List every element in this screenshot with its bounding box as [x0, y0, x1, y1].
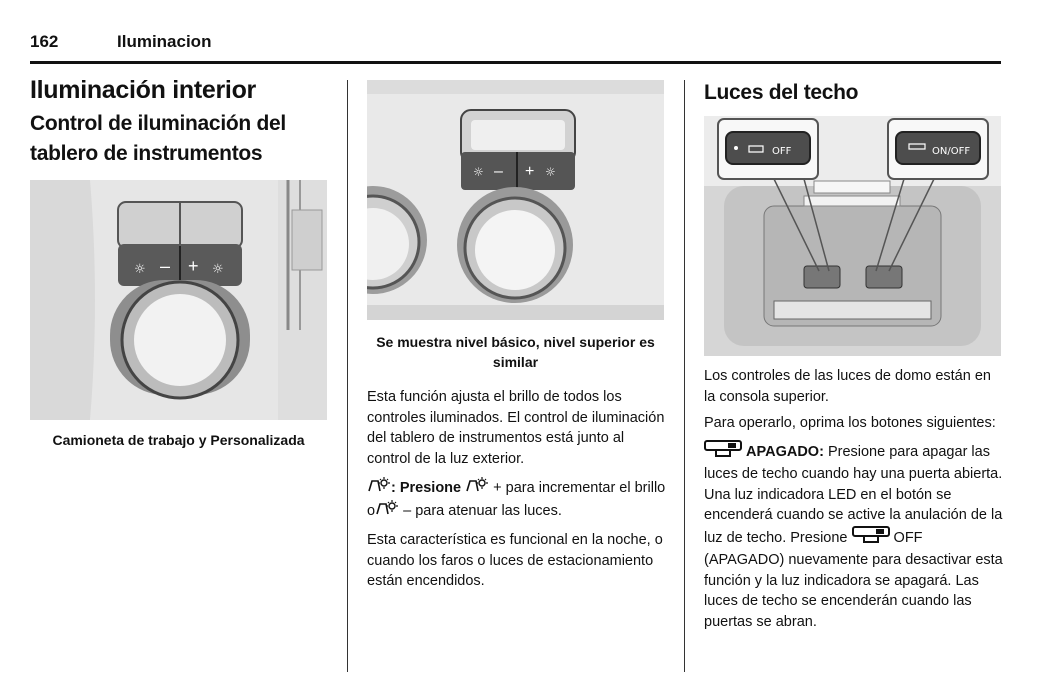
- page-number: 162: [30, 32, 59, 51]
- svg-text:–: –: [494, 163, 503, 180]
- subsection-title: Control de iluminación del tablero de instrumentos: [30, 112, 286, 165]
- column-divider-1: [347, 80, 348, 672]
- svg-text:☼: ☼: [545, 165, 556, 179]
- dome-door-icon: [852, 526, 890, 551]
- paragraph-dimmer-usage: : Presione + para incrementar el brillo o – para atenuar las luces.: [367, 477, 667, 522]
- brightness-icon: [465, 477, 489, 500]
- running-header: Iluminacion: [117, 32, 212, 51]
- dimmer-photo-pickup: [30, 180, 327, 420]
- svg-text:☼: ☼: [134, 262, 146, 277]
- paragraph-dome-operate: Para operarlo, oprima los botones siguientes:: [704, 415, 996, 431]
- paragraph-dome-location: Los controles de las luces de domo están en la consola superior.: [704, 368, 991, 405]
- dome-light-console-photo: [704, 116, 1001, 356]
- dome-door-icon: [704, 440, 742, 465]
- dimmer-photo-base: [367, 80, 664, 320]
- brightness-icon: [375, 500, 399, 523]
- column-divider-2: [684, 80, 685, 672]
- off-button-label: OFF: [772, 146, 792, 157]
- dome-lights-title: Luces del techo: [704, 81, 859, 104]
- svg-text:☼: ☼: [212, 262, 224, 277]
- paragraph-dimmer-function: Esta función ajusta el brillo de todos los controles iluminados. El control de iluminación del tablero de instrumentos está junto al control de la luz exterior.: [367, 389, 665, 467]
- header-rule: [30, 61, 1001, 64]
- svg-text:+: +: [525, 163, 535, 180]
- figure-caption-left: Camioneta de trabajo y Personalizada: [52, 432, 305, 448]
- minus-label: –: [160, 256, 171, 276]
- paragraph-dimmer-note: Esta característica es funcional en la noche, o cuando los faros o luces de estacionamiento están encendidos.: [367, 532, 663, 589]
- plus-label: +: [188, 256, 199, 276]
- svg-text:☼: ☼: [473, 165, 484, 179]
- brightness-icon: [367, 477, 391, 500]
- on-off-button-label: ON/OFF: [932, 146, 971, 157]
- section-title: Iluminación interior: [30, 76, 256, 104]
- paragraph-dome-apagado: APAGADO: Presione para apagar las luces de techo cuando hay una puerta abierta. Una luz indicadora LED en el botón se encenderá cuando se active la anulación de la luz de techo. Presione OFF (APAGADO) nuevamente para desactivar esta función y la luz indicadora se apagará. Las luces de techo se encenderán cuando las puertas se abran.: [704, 440, 1004, 633]
- figure-caption-middle: Se muestra nivel básico, nivel superior es similar: [376, 334, 655, 370]
